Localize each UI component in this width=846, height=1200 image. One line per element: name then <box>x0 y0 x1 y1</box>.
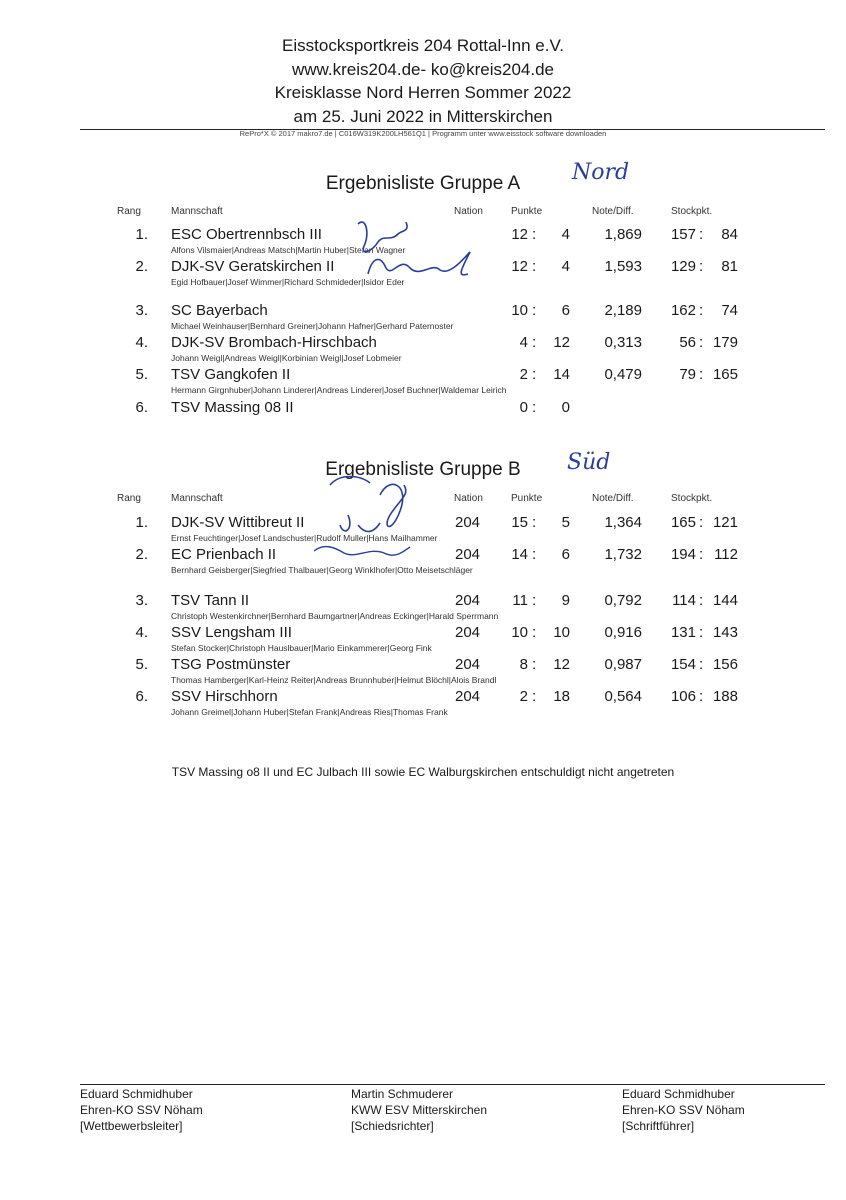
points-lost: 14 <box>553 366 570 383</box>
signature-org: Ehren-KO SSV Nöham <box>622 1103 745 1117</box>
note-diff: 1,364 <box>604 514 642 531</box>
stock-points-against: 144 <box>712 592 738 609</box>
signature-block-competition-lead <box>80 1086 203 1134</box>
nation: 204 <box>455 656 481 673</box>
rank: 4. <box>135 624 148 641</box>
player-list: Christoph Westenkirchner|Bernhard Baumgartner|Andreas Eckinger|Harald Sperrmann <box>171 611 499 621</box>
stock-points-separator: : <box>699 302 704 319</box>
group-b-title: Ergebnisliste Gruppe B <box>325 459 521 480</box>
nation: 204 <box>455 514 481 531</box>
rank: 3. <box>135 592 148 609</box>
note-diff: 2,189 <box>604 302 642 319</box>
stock-points-against: 165 <box>712 366 738 383</box>
points-won: 10 <box>511 302 528 319</box>
team-name: SC Bayerbach <box>171 302 268 319</box>
column-header-nation: Nation <box>454 493 483 504</box>
handwritten-signature-scribble <box>340 212 500 284</box>
points-won: 10 <box>511 624 528 641</box>
rank: 5. <box>135 656 148 673</box>
stock-points-for: 154 <box>670 656 696 673</box>
stock-points-separator: : <box>699 366 704 383</box>
points-lost: 6 <box>561 302 570 319</box>
nation: 204 <box>455 592 481 609</box>
points-won: 12 <box>511 226 528 243</box>
points-lost: 6 <box>561 546 570 563</box>
note-diff: 0,792 <box>604 592 642 609</box>
team-name: DJK-SV Brombach-Hirschbach <box>171 334 377 351</box>
player-list: Alfons Vilsmaier|Andreas Matsch|Martin Huber|Stefan Wagner <box>171 245 406 255</box>
column-header-points: Punkte <box>511 493 543 504</box>
stock-points-separator: : <box>699 656 704 673</box>
points-separator: : <box>532 334 537 351</box>
column-header-nation: Nation <box>454 206 483 217</box>
points-won: 12 <box>511 258 528 275</box>
points-won: 0 <box>519 399 528 416</box>
rank: 2. <box>135 258 148 275</box>
points-lost: 0 <box>561 399 570 416</box>
team-name: DJK-SV Geratskirchen II <box>171 258 335 275</box>
team-name: DJK-SV Wittibreut II <box>171 514 305 531</box>
column-header-stock-points: Stockpkt. <box>671 493 713 504</box>
group-b-handwritten-note: Süd <box>567 450 611 475</box>
points-separator: : <box>532 688 537 705</box>
group-a-handwritten-note: Nord <box>572 160 630 185</box>
points-separator: : <box>532 366 537 383</box>
points-lost: 18 <box>553 688 570 705</box>
column-header-rank: Rang <box>117 493 141 504</box>
stock-points-separator: : <box>699 688 704 705</box>
stock-points-for: 131 <box>670 624 696 641</box>
signature-org: KWW ESV Mitterskirchen <box>351 1103 488 1117</box>
points-won: 11 <box>512 592 528 609</box>
points-won: 4 <box>519 334 528 351</box>
stock-points-against: 179 <box>712 334 738 351</box>
note-diff: 0,313 <box>604 334 642 351</box>
stock-points-for: 194 <box>670 546 696 563</box>
points-lost: 12 <box>553 656 570 673</box>
note-diff: 0,916 <box>604 624 642 641</box>
nation: 204 <box>455 546 481 563</box>
points-lost: 4 <box>561 226 570 243</box>
column-header-stock-points: Stockpkt. <box>671 206 713 217</box>
stock-points-for: 165 <box>670 514 696 531</box>
player-list: Bernhard Geisberger|Siegfried Thalbauer|Georg Winklhofer|Otto Meisetschläger <box>171 565 473 575</box>
stock-points-separator: : <box>699 546 704 563</box>
signature-role: [Schriftführer] <box>622 1119 695 1133</box>
signature-name: Eduard Schmidhuber <box>622 1087 735 1101</box>
stock-points-against: 112 <box>714 546 738 563</box>
signature-block-referee <box>351 1086 487 1134</box>
rank: 1. <box>135 226 148 243</box>
stock-points-separator: : <box>699 258 704 275</box>
stock-points-against: 84 <box>721 226 738 243</box>
stock-points-separator: : <box>699 514 704 531</box>
points-lost: 5 <box>561 514 570 531</box>
column-header-team: Mannschaft <box>171 206 223 217</box>
note-diff: 1,732 <box>604 546 642 563</box>
points-separator: : <box>532 546 537 563</box>
stock-points-separator: : <box>699 592 704 609</box>
stock-points-for: 79 <box>679 366 696 383</box>
stock-points-against: 121 <box>712 514 738 531</box>
header-date-location: am 25. Juni 2022 in Mitterskirchen <box>293 107 553 126</box>
group-a-title: Ergebnisliste Gruppe A <box>325 173 521 194</box>
points-separator: : <box>532 514 537 531</box>
column-header-team: Mannschaft <box>171 493 223 504</box>
player-list: Ernst Feuchtinger|Josef Landschuster|Rudolf Muller|Hans Mailhammer <box>171 533 438 543</box>
points-separator: : <box>532 302 537 319</box>
handwritten-signature-scribble-2 <box>300 455 440 570</box>
stock-points-for: 162 <box>670 302 696 319</box>
points-lost: 12 <box>553 334 570 351</box>
stock-points-for: 114 <box>672 592 696 609</box>
points-separator: : <box>532 656 537 673</box>
points-separator: : <box>532 399 537 416</box>
player-list: Johann Greimel|Johann Huber|Stefan Frank|Andreas Ries|Thomas Frank <box>171 707 448 717</box>
rank: 1. <box>135 514 148 531</box>
column-header-rank: Rang <box>117 206 141 217</box>
team-name: TSG Postmünster <box>171 656 291 673</box>
stock-points-for: 106 <box>670 688 696 705</box>
signature-divider <box>80 1084 825 1085</box>
team-name: TSV Gangkofen II <box>171 366 291 383</box>
points-separator: : <box>532 624 537 641</box>
stock-points-against: 81 <box>721 258 738 275</box>
stock-points-against: 188 <box>712 688 738 705</box>
rank: 3. <box>135 302 148 319</box>
points-lost: 10 <box>553 624 570 641</box>
player-list: Thomas Hamberger|Karl-Heinz Reiter|Andreas Brunnhuber|Helmut Blöchl|Alois Brandl <box>171 675 497 685</box>
stock-points-for: 157 <box>670 226 696 243</box>
team-name: TSV Massing 08 II <box>171 399 294 416</box>
header-contact: www.kreis204.de- ko@kreis204.de <box>292 60 554 79</box>
signature-role: [Wettbewerbsleiter] <box>80 1119 183 1133</box>
player-list: Michael Weinhauser|Bernhard Greiner|Johann Hafner|Gerhard Paternoster <box>171 321 454 331</box>
player-list: Stefan Stocker|Christoph Hauslbauer|Mario Einkammerer|Georg Fink <box>171 643 432 653</box>
player-list: Hermann Girgnhuber|Johann Linderer|Andreas Linderer|Josef Buchner|Waldemar Leirich <box>171 385 507 395</box>
team-name: TSV Tann II <box>171 592 250 609</box>
column-header-note-diff: Note/Diff. <box>592 206 634 217</box>
column-header-points: Punkte <box>511 206 543 217</box>
points-won: 15 <box>511 514 528 531</box>
team-name: SSV Hirschhorn <box>171 688 278 705</box>
stock-points-against: 74 <box>721 302 738 319</box>
stock-points-separator: : <box>699 226 704 243</box>
signature-org: Ehren-KO SSV Nöham <box>80 1103 203 1117</box>
rank: 4. <box>135 334 148 351</box>
stock-points-separator: : <box>699 624 704 641</box>
points-separator: : <box>532 592 537 609</box>
column-header-note-diff: Note/Diff. <box>592 493 634 504</box>
software-credit: RePro*X © 2017 makro7.de | C016W319K200LH561Q1 | Programm unter www.eisstock software downloaden <box>239 129 607 138</box>
rank: 6. <box>135 399 148 416</box>
signature-role: [Schiedsrichter] <box>351 1119 434 1133</box>
points-won: 2 <box>519 688 528 705</box>
note-diff: 0,479 <box>604 366 642 383</box>
points-won: 14 <box>511 546 528 563</box>
player-list: Johann Weigl|Andreas Weigl|Korbinian Weigl|Josef Lobmeier <box>171 353 402 363</box>
rank: 6. <box>135 688 148 705</box>
header-league: Kreisklasse Nord Herren Sommer 2022 <box>274 83 572 102</box>
points-won: 8 <box>519 656 528 673</box>
points-separator: : <box>532 258 537 275</box>
stock-points-separator: : <box>699 334 704 351</box>
note-diff: 1,869 <box>604 226 642 243</box>
note-diff: 0,987 <box>604 656 642 673</box>
note-diff: 1,593 <box>604 258 642 275</box>
stock-points-for: 56 <box>679 334 696 351</box>
points-lost: 9 <box>561 592 570 609</box>
stock-points-for: 129 <box>670 258 696 275</box>
note-diff: 0,564 <box>604 688 642 705</box>
player-list: Egid Hofbauer|Josef Wimmer|Richard Schmideder|Isidor Eder <box>171 277 405 287</box>
team-name: EC Prienbach II <box>171 546 277 563</box>
rank: 5. <box>135 366 148 383</box>
points-won: 2 <box>519 366 528 383</box>
signature-block-secretary <box>622 1086 745 1134</box>
header-club-name: Eisstocksportkreis 204 Rottal-Inn e.V. <box>282 36 564 55</box>
points-separator: : <box>532 226 537 243</box>
absence-footnote: TSV Massing o8 II und EC Julbach III sowie EC Walburgskirchen entschuldigt nicht angetreten <box>171 765 675 779</box>
signature-name: Eduard Schmidhuber <box>80 1087 193 1101</box>
stock-points-against: 143 <box>712 624 738 641</box>
team-name: SSV Lengsham III <box>171 624 292 641</box>
team-name: ESC Obertrennbsch III <box>171 226 322 243</box>
rank: 2. <box>135 546 148 563</box>
nation: 204 <box>455 624 481 641</box>
points-lost: 4 <box>561 258 570 275</box>
signature-name: Martin Schmuderer <box>351 1087 454 1101</box>
nation: 204 <box>455 688 481 705</box>
stock-points-against: 156 <box>712 656 738 673</box>
